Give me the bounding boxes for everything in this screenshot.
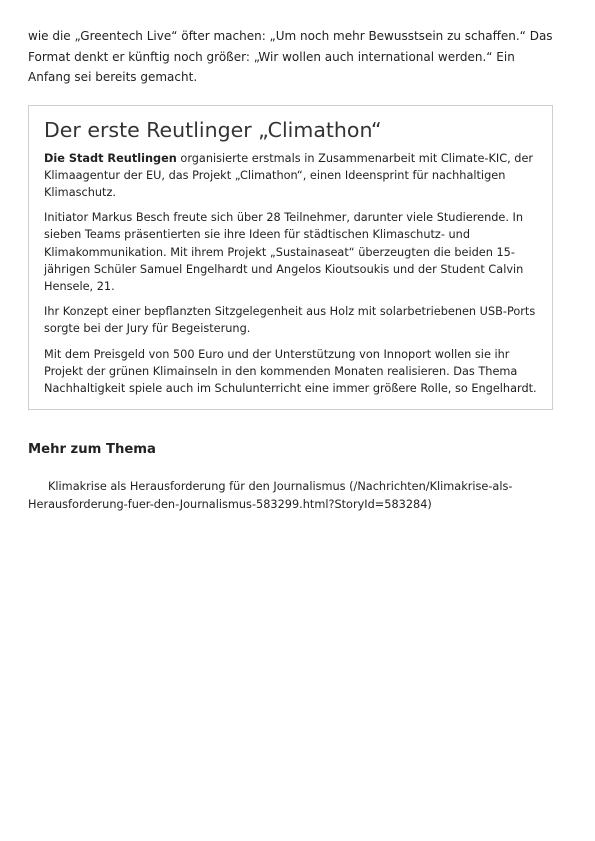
info-box	[28, 105, 553, 411]
info-box-paragraph	[44, 150, 537, 202]
related-heading: Mehr zum Thema	[28, 442, 156, 458]
related-article-link[interactable]: Klimakrise als Herausforderung für den Journalismus (/Nachrichten/Klimakrise-als-Herausforderung-fuer-den-Journalismus-583299.html?StoryId=583284)	[28, 480, 513, 511]
info-box-title: Der erste Reutlinger „Climathon“	[44, 117, 382, 142]
article-page	[28, 0, 553, 513]
info-box-paragraph: Mit dem Preisgeld von 500 Euro und der Unterstützung von Innoport wollen sie ihr Projekt der grünen Klimainseln in den kommenden Monaten realisieren. Das Thema Nachhaltigkeit spiele auch im Schulunterricht eine immer größere Rolle, so Engelhardt.	[44, 347, 537, 395]
info-box-paragraph: Ihr Konzept einer bepflanzten Sitzgelegenheit aus Holz mit solarbetriebenen USB-Ports sorgte bei der Jury für Begeisterung.	[44, 305, 536, 336]
article-paragraph: wie die „Greentech Live“ öfter machen: „Um noch mehr Bewusstsein zu schaffen.“ Das Format denkt er künftig noch größer: „Wir wollen auch international werden.“ Ein Anfang sei bereits gemacht.	[28, 29, 553, 84]
info-box-lead-bold: Die Stadt Reutlingen	[44, 151, 177, 165]
info-box-lead-text: organisierte erstmals in Zusammenarbeit mit Climate-KIC, der Klimaagentur der EU, das Projekt „Climathon“, einen Ideensprint für nachhaltigen Klimaschutz.	[44, 151, 534, 199]
info-box-paragraph: Initiator Markus Besch freute sich über 28 Teilnehmer, darunter viele Studierende. In sieben Teams präsentierten sie ihre Ideen für städtischen Klimaschutz- und Klimakommunikation. Mit ihrem Projekt „Sustainaseat“ überzeugten die beiden 15-jährigen Schüler Samuel Engelhardt und Angelos Kioutsoukis und der Student Calvin Hensele, 21.	[44, 211, 524, 293]
